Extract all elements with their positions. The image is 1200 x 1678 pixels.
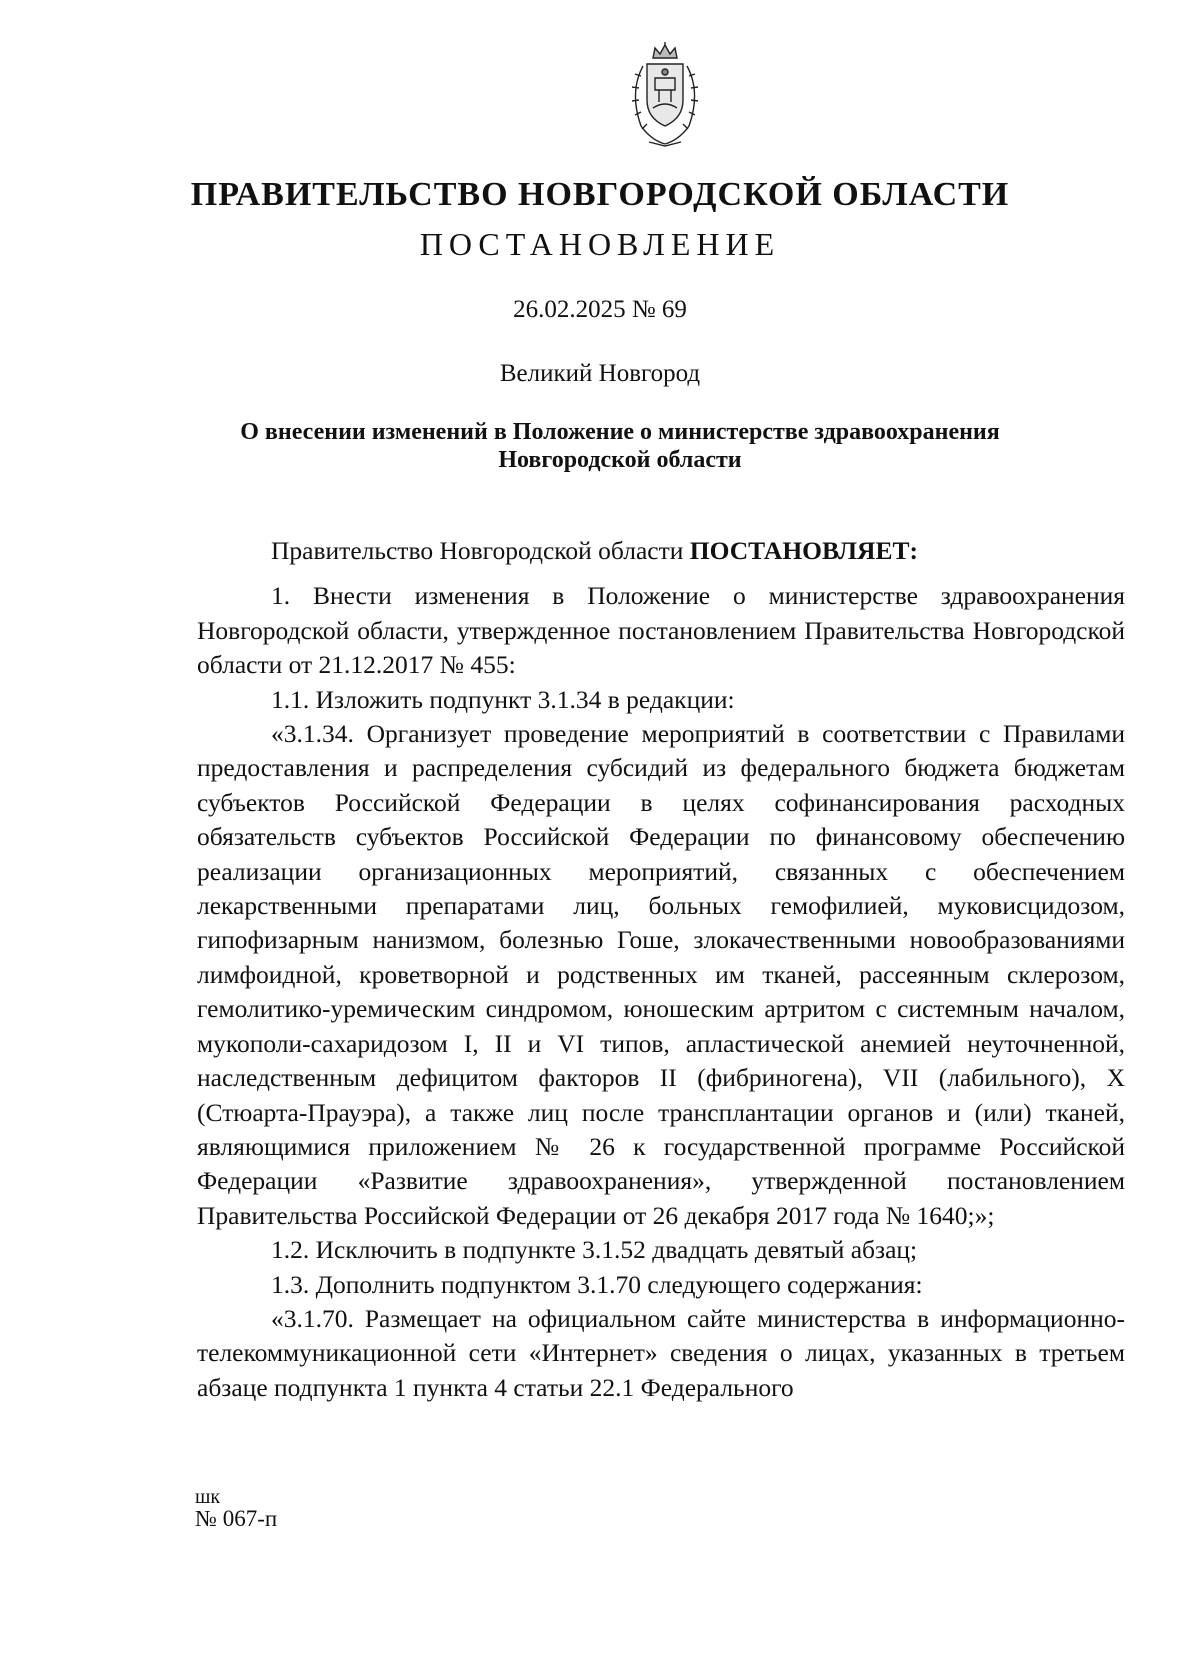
document-date-number: 26.02.2025 № 69 — [513, 296, 687, 323]
paragraph-1: 1. Внести изменения в Положение о министерстве здравоохранения Новгородской области, утвержденное постановлением Правительства Новгородской области от 21.12.2017 № 455: — [197, 581, 1125, 680]
intro-paragraph — [197, 534, 1125, 568]
paragraph-3-1-34: «3.1.34. Организует проведение мероприятий в соответствии с Правилами предоставления и распределения субсидий из федерального бюджета бюджетам субъектов Российской Федерации в целях софинансирования расходных обязательств субъектов Российской Федерации по финансовому обеспечению реализации организационных мероприятий, связанных с обеспечением лекарственными препаратами лиц, больных гемофилией, муковисцидозом, гипофизарным нанизмом, болезнью Гоше, злокачественными новообразованиями лимфоидной, кроветворной и родственных им тканей, рассеянным склерозом, гемолитико-уремическим синдромом, юношеским артритом с системным началом, мукополи-сахаридозом I, II и VI типов, апластической анемией неуточненной, наследственным дефицитом факторов II (фибриногена), VII (лабильного), X (Стюарта-Прауэра), а также лиц после трансплантации органов и (или) тканей, являющимися приложением № 26 к государственной программе Российской Федерации «Развитие здравоохранения», утвержденной постановлением Правительства Российской Федерации от 26 декабря 2017 года № 1640;»; — [197, 719, 1125, 1230]
issuing-city: Великий Новгород — [499, 360, 701, 387]
paragraph-1-2: 1.2. Исключить в подпункте 3.1.52 двадцать девятый абзац; — [271, 1235, 918, 1265]
document-type: ПОСТАНОВЛЕНИЕ — [419, 226, 781, 262]
intro-lead: Правительство Новгородской области — [271, 536, 690, 565]
coat-of-arms-icon — [619, 42, 711, 152]
paragraph-3-1-70: «3.1.70. Размещает на официальном сайте министерства в информационно-телекоммуникационной сети «Интернет» сведения о лицах, указанных в третьем абзаце подпункта 1 пункта 4 статьи 22.1 Федерального — [197, 1303, 1125, 1402]
document-subject: О внесении изменений в Положение о министерстве здравоохранения Новгородской области — [240, 419, 1000, 473]
intro-keyword: ПОСТАНОВЛЯЕТ: — [689, 536, 918, 565]
government-title: ПРАВИТЕЛЬСТВО НОВГОРОДСКОЙ ОБЛАСТИ — [190, 176, 1010, 213]
footer-initials: шк — [195, 1486, 221, 1508]
paragraph-1-3: 1.3. Дополнить подпунктом 3.1.70 следующего содержания: — [271, 1269, 923, 1299]
document-body — [197, 534, 1125, 1405]
document-footer — [195, 1486, 277, 1530]
paragraph-1-1: 1.1. Изложить подпункт 3.1.34 в редакции: — [271, 684, 735, 714]
footer-document-code: № 067-п — [195, 1506, 278, 1531]
